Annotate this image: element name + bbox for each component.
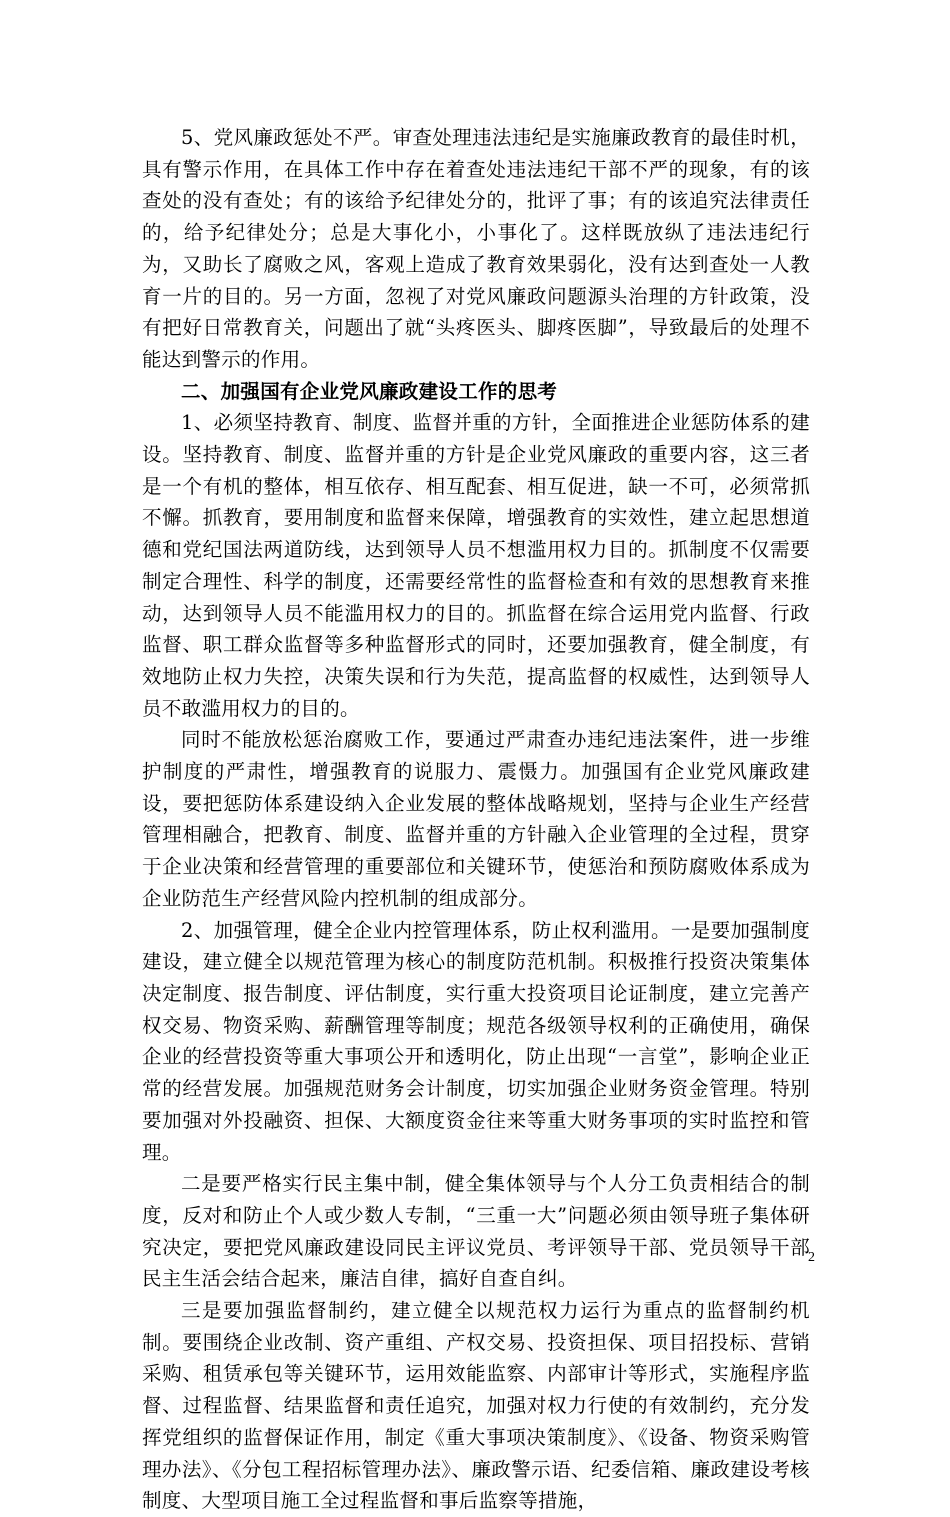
section-heading-2: 二、加强国有企业党风廉政建设工作的思考 [181, 379, 558, 403]
paragraph-strengthen-management: 2、加强管理，健全企业内控管理体系，防止权利滥用。一是要加强制度建设，建立健全以规范管理为核心的制度防范机制。积极推行投资决策集体决定制度、报告制度、评估制度，实行重大投资项目论证制度，建立完善产权交易、物资采购、薪酬管理等制度；规范各级领导权利的正确使用，确保企业的经营投资等重大事项公开和透明化，防止出现“一言堂”，影响企业正常的经营发展。加强规范财务会计制度，切实加强企业财务资金管理。特别要加强对外投融资、担保、大额度资金往来等重大财务事项的实时监控和管理。 [142, 918, 810, 1164]
paragraph-supervision-restriction: 三是要加强监督制约，建立健全以规范权力运行为重点的监督制约机制。要围绕企业改制、资产重组、产权交易、投资担保、项目招投标、营销采购、租赁承包等关键环节，运用效能监察、内部审计等形式，实施程序监督、过程监督、结果监督和责任追究，加强对权力行使的有效制约，充分发挥党组织的监督保证作用，制定《重大事项决策制度》、《设备、物资采购管理办法》、《分包工程招标管理办法》、廉政警示语、纪委信箱、廉政建设考核制度、大型项目施工全过程监督和事后监察等措施， [142, 1299, 810, 1513]
paragraph-education-system-supervision: 1、必须坚持教育、制度、监督并重的方针，全面推进企业惩防体系的建设。坚持教育、制度、监督并重的方针是企业党风廉政的重要内容，这三者是一个有机的整体，相互依存、相互配套、相互促进，缺一不可，必须常抓不懈。抓教育，要用制度和监督来保障，增强教育的实效性，建立起思想道德和党纪国法两道防线，达到领导人员不想滥用权力目的。抓制度不仅需要制定合理性、科学的制度，还需要经常性的监督检查和有效的思想教育来推动，达到领导人员不能滥用权力的目的。抓监督在综合运用党内监督、行政监督、职工群众监督等多种监督形式的同时，还要加强教育，健全制度，有效地防止权力失控，决策失误和行为失范，提高监督的权威性，达到领导人员不敢滥用权力的目的。 [142, 411, 810, 720]
paragraph-punishment-not-strict: 5、党风廉政惩处不严。审查处理违法违纪是实施廉政教育的最佳时机，具有警示作用，在具体工作中存在着查处违法违纪干部不严的现象，有的该查处的没有查处；有的该给予纪律处分的，批评了事；有的该追究法律责任的，给予纪律处分；总是大事化小，小事化了。这样既放纵了违法违纪行为，又助长了腐败之风，客观上造成了教育效果弱化，没有达到查处一人教育一片的目的。另一方面，忽视了对党风廉政问题源头治理的方针政策，没有把好日常教育关，问题出了就“头疼医头、脚疼医脚”，导致最后的处理不能达到警示的作用。 [142, 126, 810, 371]
document-body [142, 122, 810, 1517]
paragraph-democratic-centralism: 二是要严格实行民主集中制，健全集体领导与个人分工负责相结合的制度，反对和防止个人或少数人专制，“三重一大”问题必须由领导班子集体研究决定，要把党风廉政建设同民主评议党员、考评领导干部、党员领导干部民主生活会结合起来，廉洁自律，搞好自查自纠。 [142, 1172, 810, 1291]
page-number: 2 [808, 1250, 815, 1265]
paragraph-punish-corruption: 同时不能放松惩治腐败工作，要通过严肃查办违纪违法案件，进一步维护制度的严肃性，增强教育的说服力、震慑力。加强国有企业党风廉政建设，要把惩防体系建设纳入企业发展的整体战略规划，坚持与企业生产经营管理相融合，把教育、制度、监督并重的方针融入企业管理的全过程，贯穿于企业决策和经营管理的重要部位和关键环节，使惩治和预防腐败体系成为企业防范生产经营风险内控机制的组成部分。 [142, 728, 810, 910]
